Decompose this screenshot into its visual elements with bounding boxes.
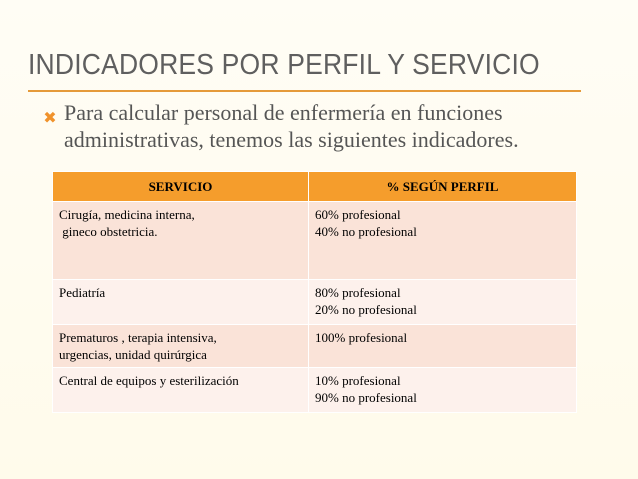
profile-line-2: 90% no profesional: [315, 390, 417, 405]
service-cell: [53, 368, 309, 413]
service-line-2: urgencias, unidad quirúrgica: [59, 347, 207, 362]
service-line-2: gineco obstetricia.: [59, 224, 158, 239]
header-service: SERVICIO: [53, 172, 309, 202]
profile-cell: [309, 325, 577, 368]
pin-bullet-icon: ✖: [43, 108, 57, 127]
profile-line-2: 20% no profesional: [315, 302, 417, 317]
profile-line-1: 80% profesional: [315, 285, 401, 300]
service-cell: [53, 325, 309, 368]
table-header-row: [53, 172, 577, 202]
body-paragraph: [64, 99, 599, 153]
table-row: [53, 368, 577, 413]
profile-line-1: 10% profesional: [315, 373, 401, 388]
service-cell: [53, 280, 309, 325]
profile-line-2: 40% no profesional: [315, 224, 417, 239]
service-cell: [53, 202, 309, 280]
slide-title: INDICADORES POR PERFIL Y SERVICIO: [28, 49, 540, 81]
header-profile: % SEGÚN PERFIL: [309, 172, 577, 202]
profile-cell: [309, 368, 577, 413]
paragraph-line-2: administrativas, tenemos las siguientes indicadores.: [64, 127, 519, 152]
profile-line-1: 100% profesional: [315, 330, 408, 345]
profile-cell: [309, 280, 577, 325]
paragraph-line-1: Para calcular personal de enfermería en funciones: [64, 100, 503, 125]
service-line-1: Pediatría: [59, 285, 106, 300]
profile-cell: [309, 202, 577, 280]
table-row: [53, 202, 577, 280]
indicator-table: [52, 171, 576, 413]
table-row: [53, 280, 577, 325]
profile-line-1: 60% profesional: [315, 207, 401, 222]
service-line-1: Central de equipos y esterilización: [59, 373, 239, 388]
title-underline: [28, 90, 581, 92]
table-row: [53, 325, 577, 368]
service-line-1: Cirugía, medicina interna,: [59, 207, 195, 222]
service-line-1: Prematuros , terapia intensiva,: [59, 330, 217, 345]
